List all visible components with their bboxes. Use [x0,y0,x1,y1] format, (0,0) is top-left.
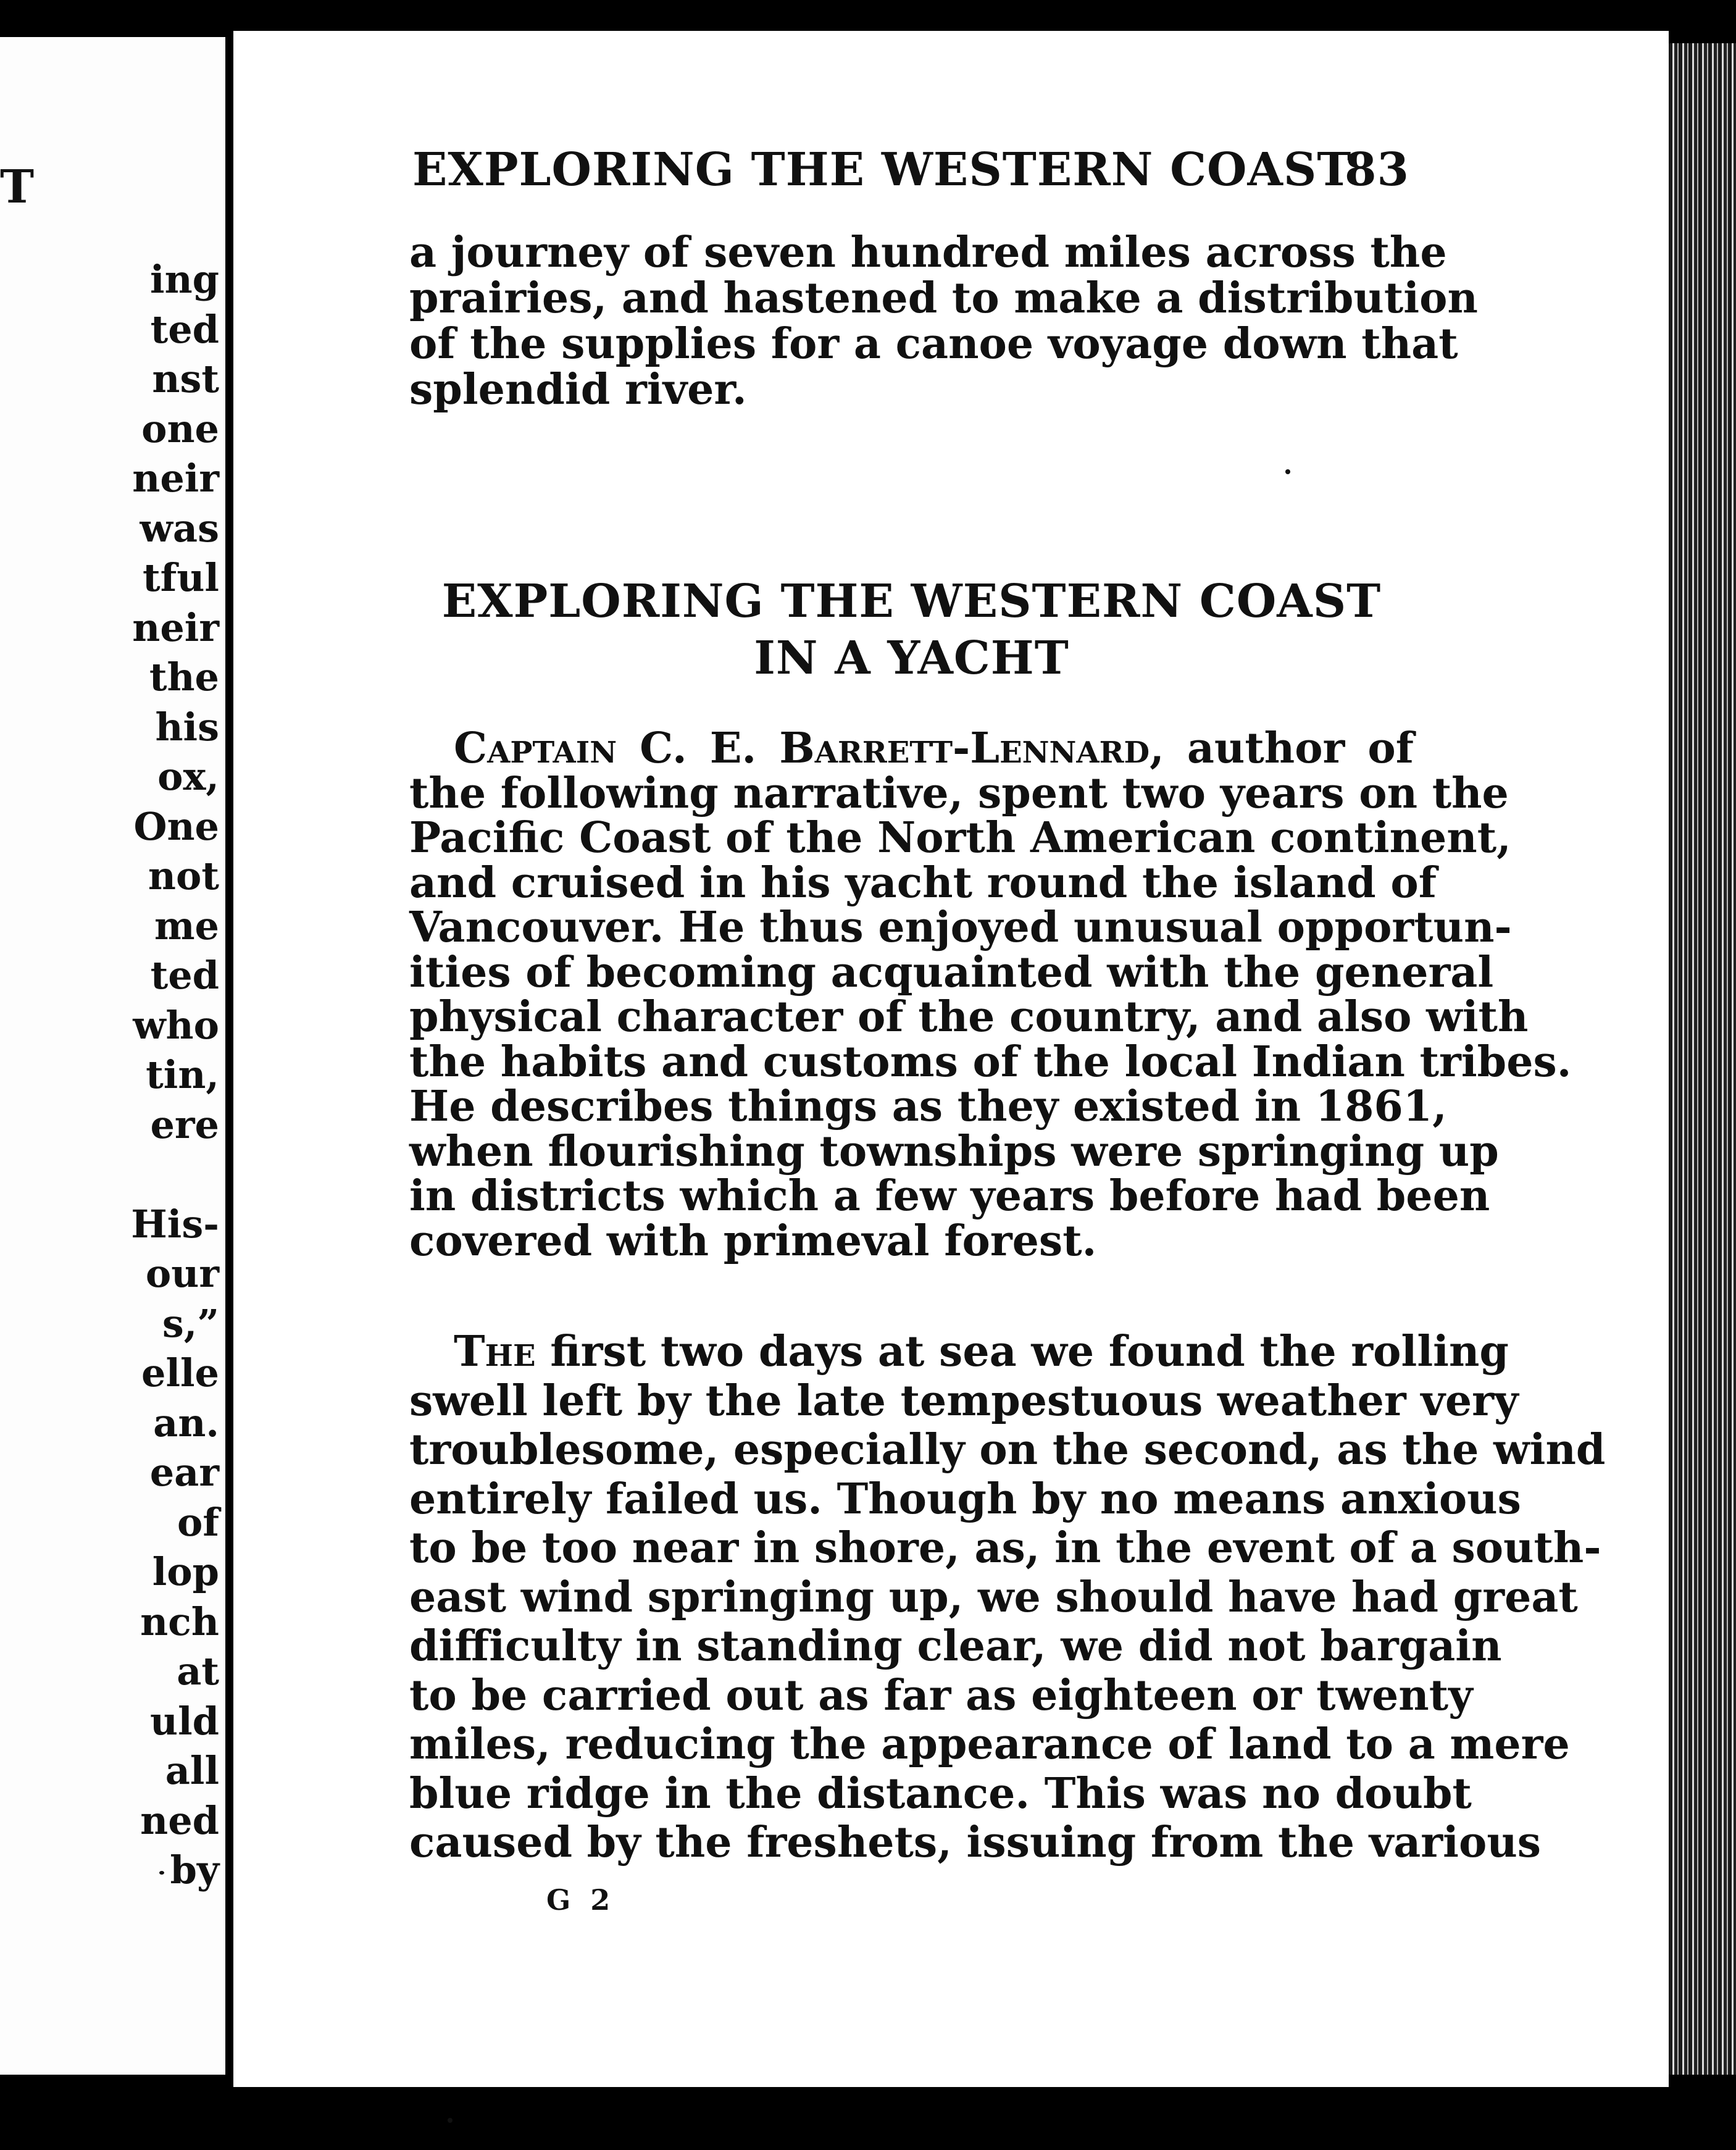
left-page-line: at [177,1649,219,1694]
left-page-line: tin, [146,1052,219,1097]
text-line: entirely failed us. Though by no means anxious [409,1474,1521,1524]
page-number: 83 [1345,143,1409,196]
book-gutter [226,25,233,2087]
left-page-heading: T [0,161,35,214]
text-line: Vancouver. He thus enjoyed unusual opportun- [409,903,1512,952]
scan-speck [448,2118,453,2123]
left-page-line: One [133,803,219,849]
page-edges [1669,43,1736,2075]
text-line: east wind springing up, we should have had great [409,1572,1578,1622]
text-line: physical character of the country, and also with [409,992,1529,1042]
left-page-line: ted [150,953,219,998]
left-page-line: neir [132,604,219,650]
left-page-line: ted [150,306,219,352]
left-page-line: tful [143,555,219,600]
section-title-line-1: EXPLORING THE WESTERN COAST [441,575,1382,628]
narrative-paragraph [409,1327,1606,1868]
left-page-line: elle [141,1350,219,1395]
text-line: and cruised in his yacht round the island of [409,858,1437,908]
left-page-line: his [155,704,219,750]
left-page-line: the [149,655,219,700]
text-line: He describes things as they existed in 1861, [409,1082,1447,1131]
left-page-line: uld [150,1698,219,1744]
text-line: of the supplies for a canoe voyage down that [409,319,1458,369]
left-page-line: ear [149,1450,219,1495]
signature-mark: G 2 [546,1883,616,1917]
left-page-line: ing [150,257,219,302]
left-page-line: all [165,1748,219,1793]
scan-speck [1285,469,1290,474]
text-line: the following narrative, spent two years on the [409,768,1509,818]
text-line: to be too near in shore, as, in the event of a south- [409,1523,1601,1573]
text-line: Pacific Coast of the North American continent, [409,813,1511,863]
text-line: ities of becoming acquainted with the general [409,947,1494,997]
text-line: blue ridge in the distance. This was no doubt [409,1768,1472,1818]
left-page-line: of [177,1499,219,1545]
text-line: swell left by the late tempestuous weather very [409,1376,1519,1426]
left-page-line: our [145,1251,219,1296]
left-page-line: s,” [162,1300,219,1346]
left-page-line: His- [131,1201,219,1247]
text-line: a journey of seven hundred miles across the [409,228,1447,277]
left-page-line: nch [140,1599,219,1644]
top-paragraph [409,228,1478,414]
running-title: EXPLORING THE WESTERN COAST [412,143,1352,196]
left-page-line: one [141,406,219,451]
text-line: when flourishing townships were springing up [409,1126,1499,1176]
text-line: covered with primeval forest. [409,1216,1097,1266]
section-title [409,573,1414,687]
left-page-line: by [170,1847,219,1893]
text-line: the habits and customs of the local Indian tribes. [409,1037,1572,1087]
narrative-first-word: The [454,1327,536,1376]
intro-paragraph [409,724,1572,1266]
section-title-line-2: IN A YACHT [754,632,1069,685]
left-page-line: ned [140,1797,219,1843]
text-line: caused by the freshets, issuing from the various [409,1818,1542,1867]
text-line: difficulty in standing clear, we did not bargain [409,1621,1502,1671]
left-page-line: me [154,903,219,948]
author-name: Captain C. E. Barrett-Lennard, [454,724,1164,773]
text-line: to be carried out as far as eighteen or twenty [409,1670,1473,1720]
scan-speck [159,1871,164,1875]
left-page-line: neir [132,456,219,501]
text-line: splendid river. [409,365,747,414]
left-page-line: ox, [157,754,219,799]
left-page-line: who [133,1002,219,1048]
intro-first-line [409,726,1414,771]
left-page-line: ere [150,1102,219,1147]
text-line: miles, reducing the appearance of land to a mere [409,1720,1570,1769]
left-page-line: nst [152,356,219,401]
left-page-line: not [148,853,219,898]
left-page-line: an. [153,1400,219,1445]
narrative-first-line-rest: first two days at sea we found the rolling [535,1327,1509,1376]
text-line: prairies, and hastened to make a distribution [409,274,1478,323]
left-page-line: was [140,505,219,551]
left-facing-page [0,37,225,2075]
intro-first-line-rest: author of [1164,724,1414,773]
text-line: in districts which a few years before had been [409,1171,1490,1221]
left-page-line: lop [152,1549,219,1594]
text-line: troublesome, especially on the second, as the wind [409,1425,1606,1474]
narrative-first-line [409,1327,1509,1377]
